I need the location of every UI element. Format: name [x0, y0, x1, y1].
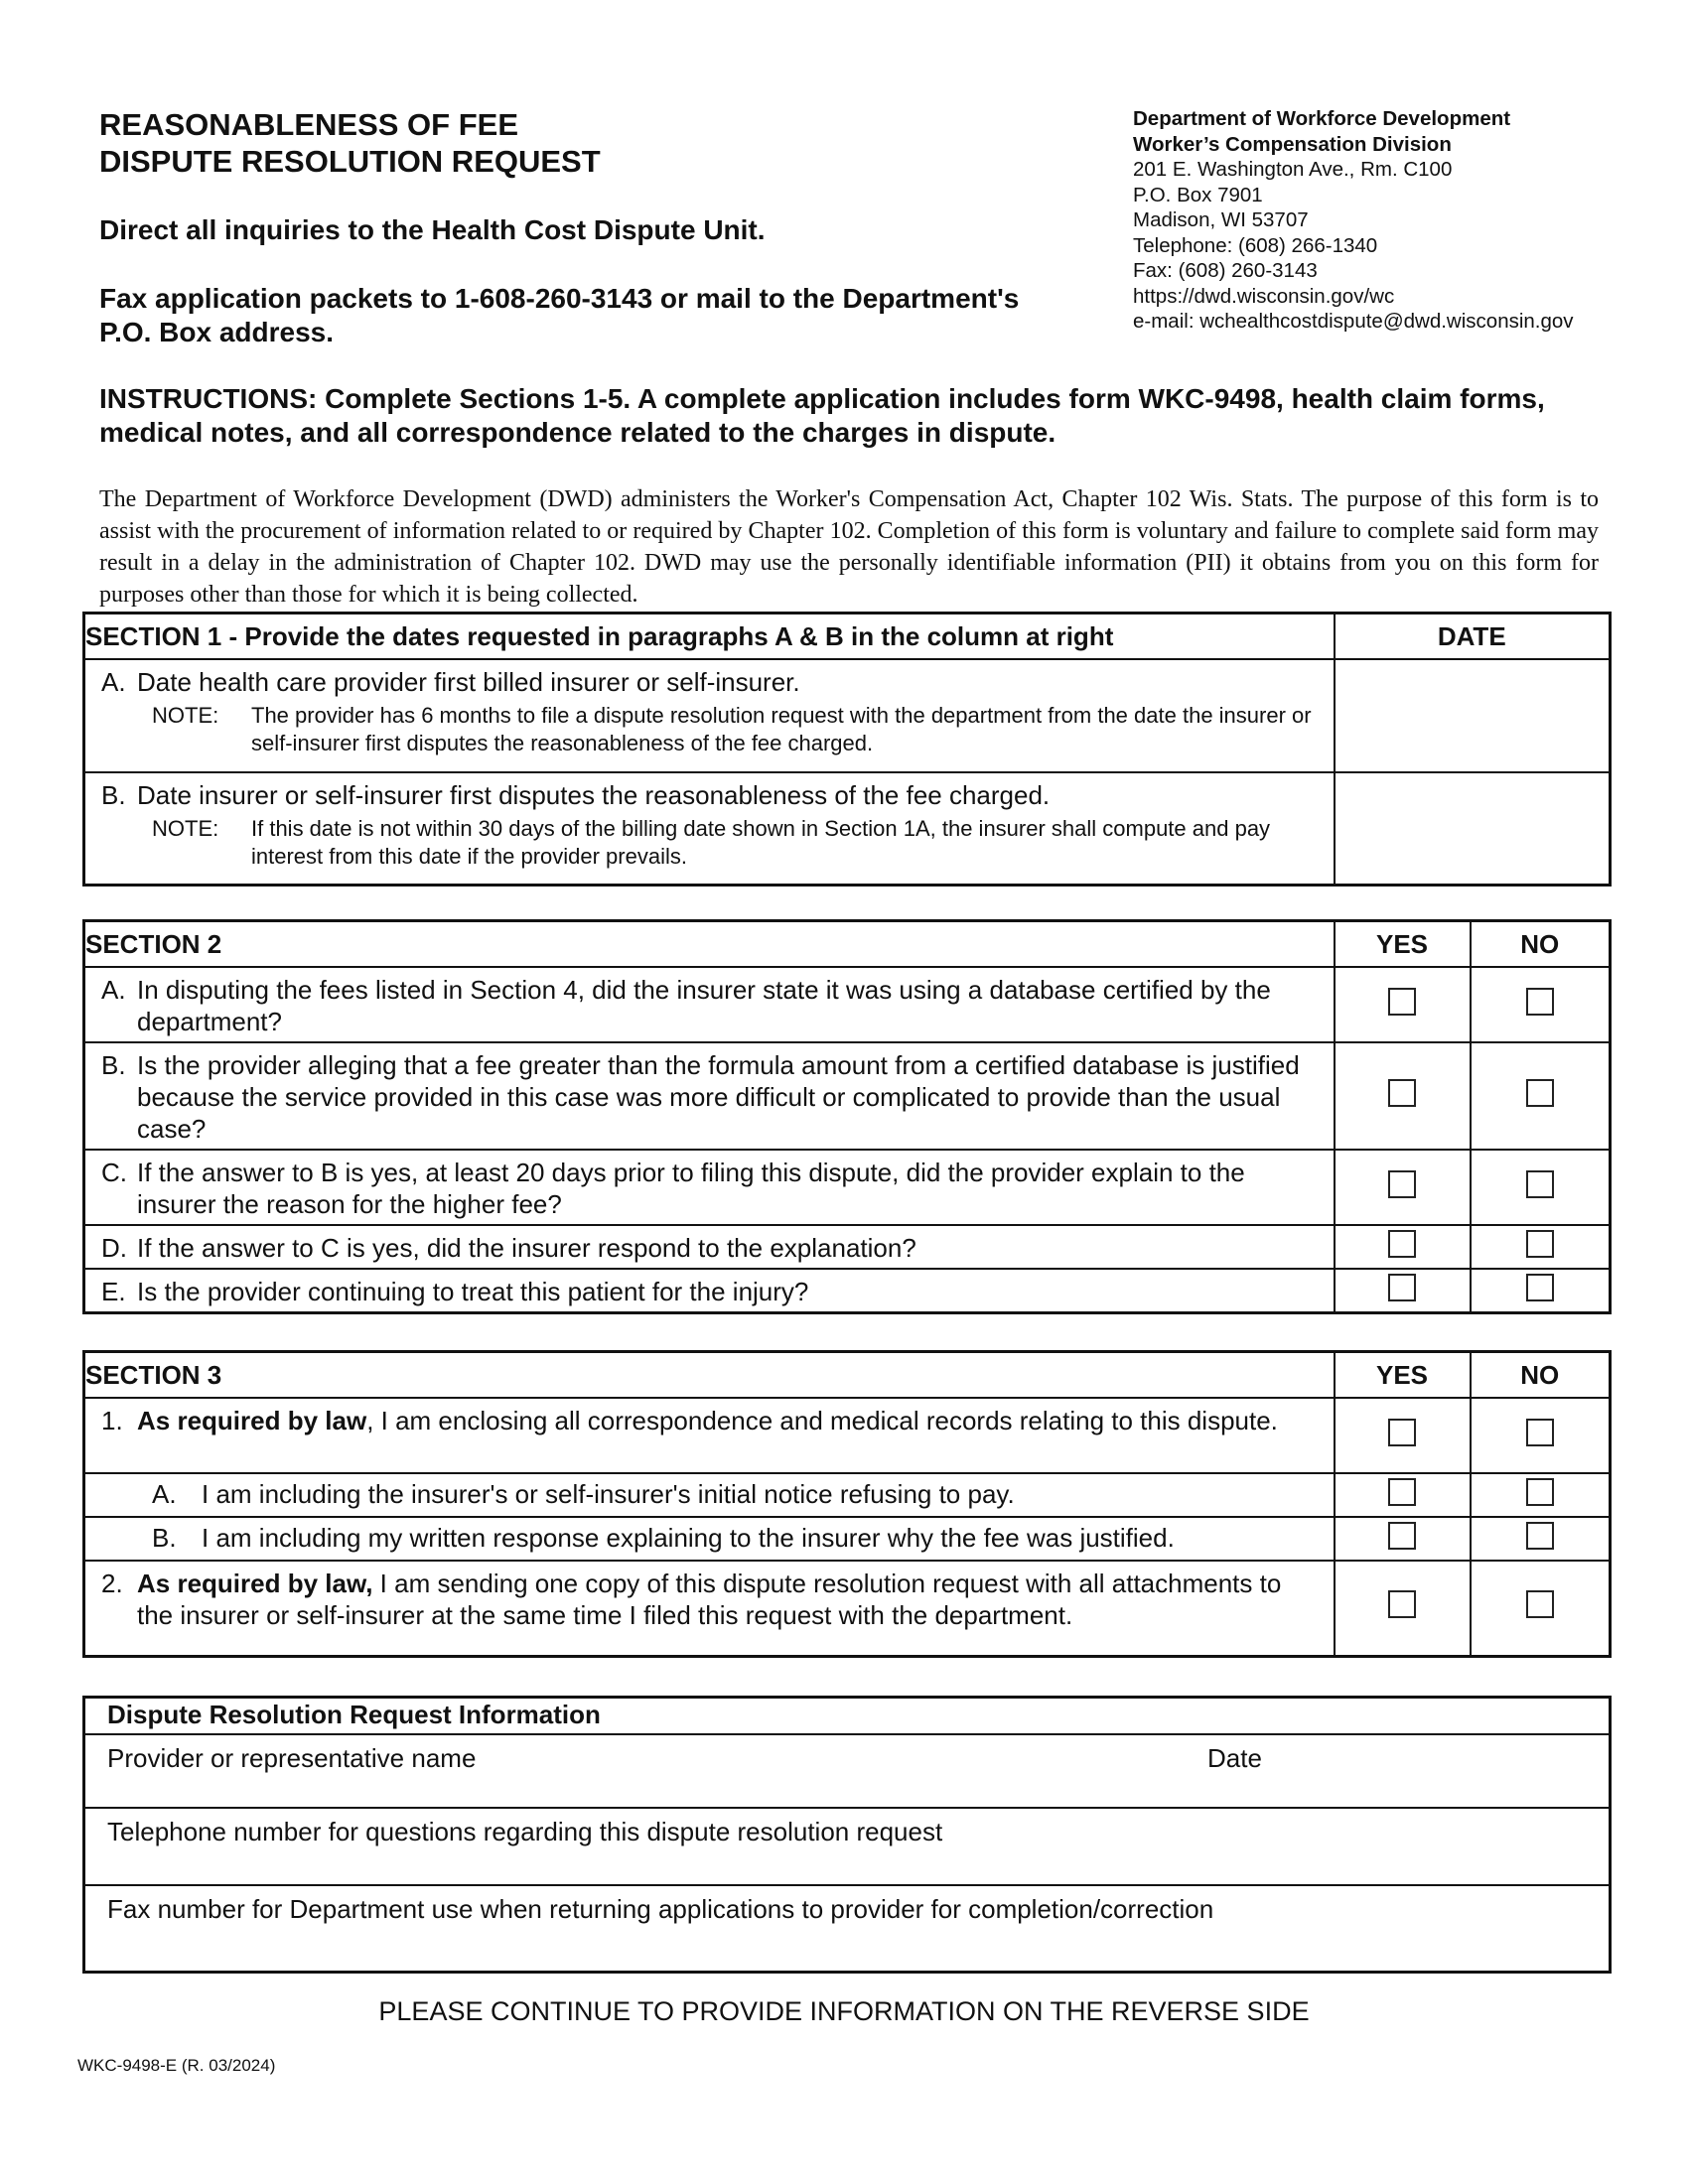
yes-checkbox[interactable] — [1388, 1170, 1416, 1198]
address-line-3: Madison, WI 53707 — [1133, 208, 1309, 231]
no-checkbox[interactable] — [1526, 1419, 1554, 1446]
fax-label: Fax number for Department use when returning applications to provider for completion/correction — [107, 1894, 1214, 1924]
yes-checkbox[interactable] — [1388, 1079, 1416, 1107]
item-number: 1. — [101, 1406, 123, 1435]
item-bold: As required by law — [137, 1406, 367, 1435]
section-2-row-a — [84, 967, 1611, 1042]
item-letter: B. — [101, 1050, 126, 1080]
telephone-row[interactable] — [85, 1807, 1609, 1886]
section-1-table — [82, 612, 1612, 887]
item-letter: A. — [101, 975, 126, 1005]
telephone-label: Telephone number for questions regarding this dispute resolution request — [107, 1817, 943, 1846]
email-address[interactable]: e-mail: wchealthcostdispute@dwd.wisconsin.gov — [1133, 310, 1574, 333]
item-number: 2. — [101, 1569, 123, 1598]
date-label: Date — [1207, 1743, 1262, 1773]
fax-line-2: P.O. Box address. — [99, 317, 335, 347]
item-text: I am including my written response explaining to the insurer why the fee was justified. — [202, 1523, 1175, 1553]
yes-checkbox[interactable] — [1388, 1274, 1416, 1301]
item-text: If the answer to C is yes, did the insurer respond to the explanation? — [137, 1233, 916, 1263]
info-heading: Dispute Resolution Request Information — [85, 1699, 1609, 1735]
no-checkbox[interactable] — [1526, 1478, 1554, 1506]
date-column-header: DATE — [1335, 614, 1611, 660]
section-3-row-1 — [84, 1398, 1611, 1473]
item-letter: B. — [152, 1523, 177, 1553]
item-text: I am including the insurer's or self-insurer's initial notice refusing to pay. — [202, 1479, 1015, 1509]
note-text: The provider has 6 months to file a dispute resolution request with the department from the date the insurer or self-insurer first disputes the reasonableness of the fee charged. — [251, 703, 1312, 755]
yes-checkbox[interactable] — [1388, 1230, 1416, 1258]
inquiries-note: Direct all inquiries to the Health Cost Dispute Unit. — [99, 214, 766, 245]
item-text: Is the provider continuing to treat this patient for the injury? — [137, 1277, 809, 1306]
item-letter: B. — [101, 780, 126, 810]
department-name: Department of Workforce Development — [1133, 107, 1511, 130]
section-2-row-e — [84, 1269, 1611, 1313]
fax-instructions — [99, 282, 1092, 349]
division-name: Worker’s Compensation Division — [1133, 132, 1452, 156]
privacy-statement: The Department of Workforce Development (DWD) administers the Worker's Compensation Act, Chapter 102 Wis. Stats. The purpose of this form is to assist with the procurement of information related to or required by Chapter 102. Completion of this form is voluntary and failure to complete said form may result in a delay in the administration of Chapter 102. DWD may use the personally identifiable information (PII) it obtains from you on this form for purposes other than those for which it is being collected. — [99, 486, 1599, 608]
section-3-row-2 — [84, 1561, 1611, 1656]
section-1-heading: SECTION 1 - Provide the dates requested in paragraphs A & B in the column at right — [84, 614, 1335, 660]
yes-checkbox[interactable] — [1388, 1419, 1416, 1446]
section-2-heading: SECTION 2 — [84, 921, 1335, 968]
date-field-b[interactable] — [1335, 772, 1611, 885]
department-address — [1133, 106, 1574, 335]
fax-line-1: Fax application packets to 1-608-260-3143 or mail to the Department's — [99, 283, 1020, 314]
no-checkbox[interactable] — [1526, 1079, 1554, 1107]
note-text: If this date is not within 30 days of the billing date shown in Section 1A, the insurer shall compute and pay interest from this date if the provider prevails. — [251, 816, 1271, 869]
no-checkbox[interactable] — [1526, 988, 1554, 1016]
yes-checkbox[interactable] — [1388, 988, 1416, 1016]
continue-notice: PLEASE CONTINUE TO PROVIDE INFORMATION ON THE REVERSE SIDE — [378, 1996, 1310, 2026]
item-letter: A. — [152, 1479, 177, 1509]
section-3-table — [82, 1350, 1612, 1658]
no-checkbox[interactable] — [1526, 1170, 1554, 1198]
item-letter: C. — [101, 1158, 127, 1187]
no-checkbox[interactable] — [1526, 1590, 1554, 1618]
title-line-1: REASONABLENESS OF FEE — [99, 107, 518, 142]
section-2-row-c — [84, 1150, 1611, 1225]
yes-column-header: YES — [1335, 1352, 1471, 1399]
yes-checkbox[interactable] — [1388, 1522, 1416, 1550]
provider-row[interactable] — [85, 1733, 1609, 1809]
item-letter: E. — [101, 1277, 126, 1306]
item-letter: D. — [101, 1233, 127, 1263]
telephone: Telephone: (608) 266-1340 — [1133, 233, 1378, 257]
section-1-row-b — [84, 772, 1611, 885]
item-text: , I am enclosing all correspondence and medical records relating to this dispute. — [366, 1406, 1278, 1435]
section-2-table — [82, 919, 1612, 1314]
provider-name-label: Provider or representative name — [107, 1743, 477, 1773]
date-field-a[interactable] — [1335, 659, 1611, 772]
request-information-box — [82, 1696, 1612, 1974]
item-text: If the answer to B is yes, at least 20 days prior to filing this dispute, did the provider explain to the insurer the reason for the higher fee? — [137, 1158, 1245, 1219]
fax-row[interactable] — [85, 1884, 1609, 1971]
section-3-heading: SECTION 3 — [84, 1352, 1335, 1399]
no-checkbox[interactable] — [1526, 1522, 1554, 1550]
item-text: I am sending one copy of this dispute resolution request with all attachments to the insurer or self-insurer at the same time I filed this request with the department. — [137, 1569, 1282, 1630]
section-3-row-1a — [84, 1473, 1611, 1517]
note-label: NOTE: — [152, 816, 219, 841]
item-text: In disputing the fees listed in Section 4, did the insurer state it was using a database certified by the department? — [137, 975, 1271, 1036]
address-line-1: 201 E. Washington Ave., Rm. C100 — [1133, 158, 1453, 181]
address-line-2: P.O. Box 7901 — [1133, 183, 1263, 206]
item-text: Date insurer or self-insurer first disputes the reasonableness of the fee charged. — [137, 780, 1051, 810]
yes-checkbox[interactable] — [1388, 1590, 1416, 1618]
item-letter: A. — [101, 667, 126, 697]
title-line-2: DISPUTE RESOLUTION REQUEST — [99, 144, 601, 179]
yes-column-header: YES — [1335, 921, 1471, 968]
instructions: INSTRUCTIONS: Complete Sections 1-5. A complete application includes form WKC-9498, health claim forms, medical notes, and all correspondence related to the charges in dispute. — [99, 383, 1545, 448]
no-column-header: NO — [1471, 921, 1611, 968]
no-column-header: NO — [1471, 1352, 1611, 1399]
note-label: NOTE: — [152, 703, 219, 728]
section-2-row-b — [84, 1042, 1611, 1150]
item-bold: As required by law, — [137, 1569, 373, 1598]
no-checkbox[interactable] — [1526, 1274, 1554, 1301]
fax-number: Fax: (608) 260-3143 — [1133, 259, 1318, 282]
section-2-row-d — [84, 1225, 1611, 1269]
yes-checkbox[interactable] — [1388, 1478, 1416, 1506]
section-1-row-a — [84, 659, 1611, 772]
item-text: Is the provider alleging that a fee greater than the formula amount from a certified database is justified because the service provided in this case was more difficult or complicated to provide than the usual case? — [137, 1050, 1300, 1144]
website-link[interactable]: https://dwd.wisconsin.gov/wc — [1133, 284, 1395, 308]
no-checkbox[interactable] — [1526, 1230, 1554, 1258]
item-text: Date health care provider first billed insurer or self-insurer. — [137, 667, 800, 697]
section-3-row-1b — [84, 1517, 1611, 1561]
form-number: WKC-9498-E (R. 03/2024) — [77, 2056, 276, 2075]
form-title — [99, 106, 601, 180]
